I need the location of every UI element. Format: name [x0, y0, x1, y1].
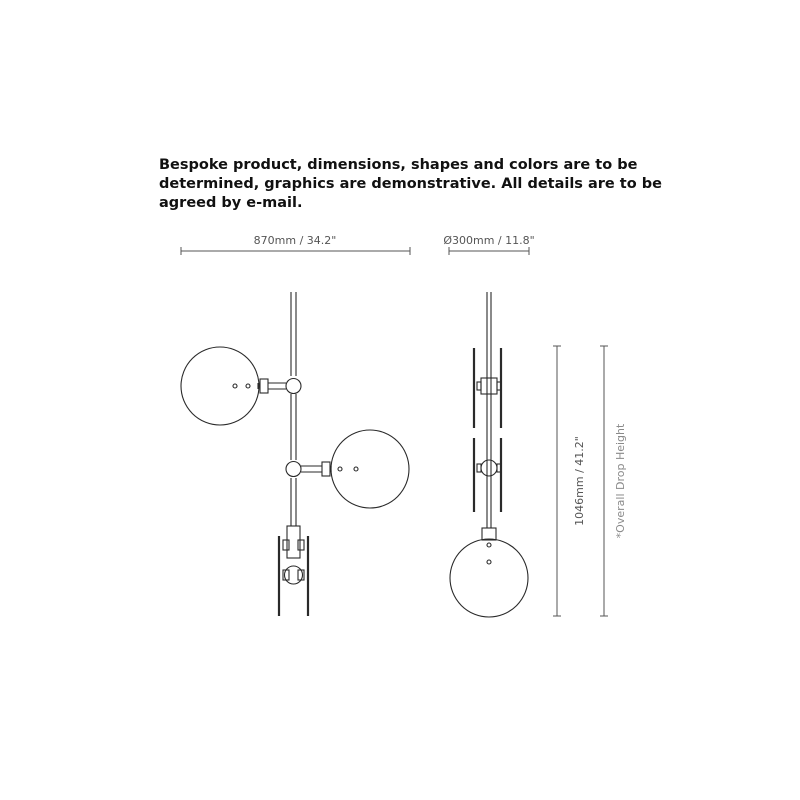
globe-left — [181, 347, 259, 425]
side-socket-upper — [481, 378, 497, 394]
width-label: 870mm / 34.2" — [253, 234, 337, 247]
diameter-label: Ø300mm / 11.8" — [443, 234, 535, 247]
diameter-dimension — [449, 247, 529, 255]
side-view — [450, 292, 528, 617]
lower-bulb — [285, 566, 303, 584]
joint-knuckle-upper — [286, 379, 301, 394]
height-dimension — [553, 346, 561, 616]
disclaimer-line-1: Bespoke product, dimensions, shapes and colors are to be — [159, 157, 638, 173]
disclaimer-line-2: determined, graphics are demonstrative. All details are to be — [159, 176, 662, 192]
disclaimer-line-3: agreed by e-mail. — [159, 195, 303, 211]
socket-cap-right — [322, 462, 330, 476]
side-socket-lower — [482, 528, 496, 540]
globe-side — [450, 539, 528, 617]
joint-knuckle-middle — [286, 462, 301, 477]
drop-label: *Overall Drop Height — [614, 423, 627, 539]
front-view — [181, 292, 409, 616]
width-dimension — [181, 247, 410, 255]
socket-cap-left — [260, 379, 268, 393]
drop-dimension — [600, 346, 608, 616]
globe-right — [331, 430, 409, 508]
height-label: 1046mm / 41.2" — [573, 436, 586, 526]
side-knuckle-middle — [481, 460, 497, 476]
